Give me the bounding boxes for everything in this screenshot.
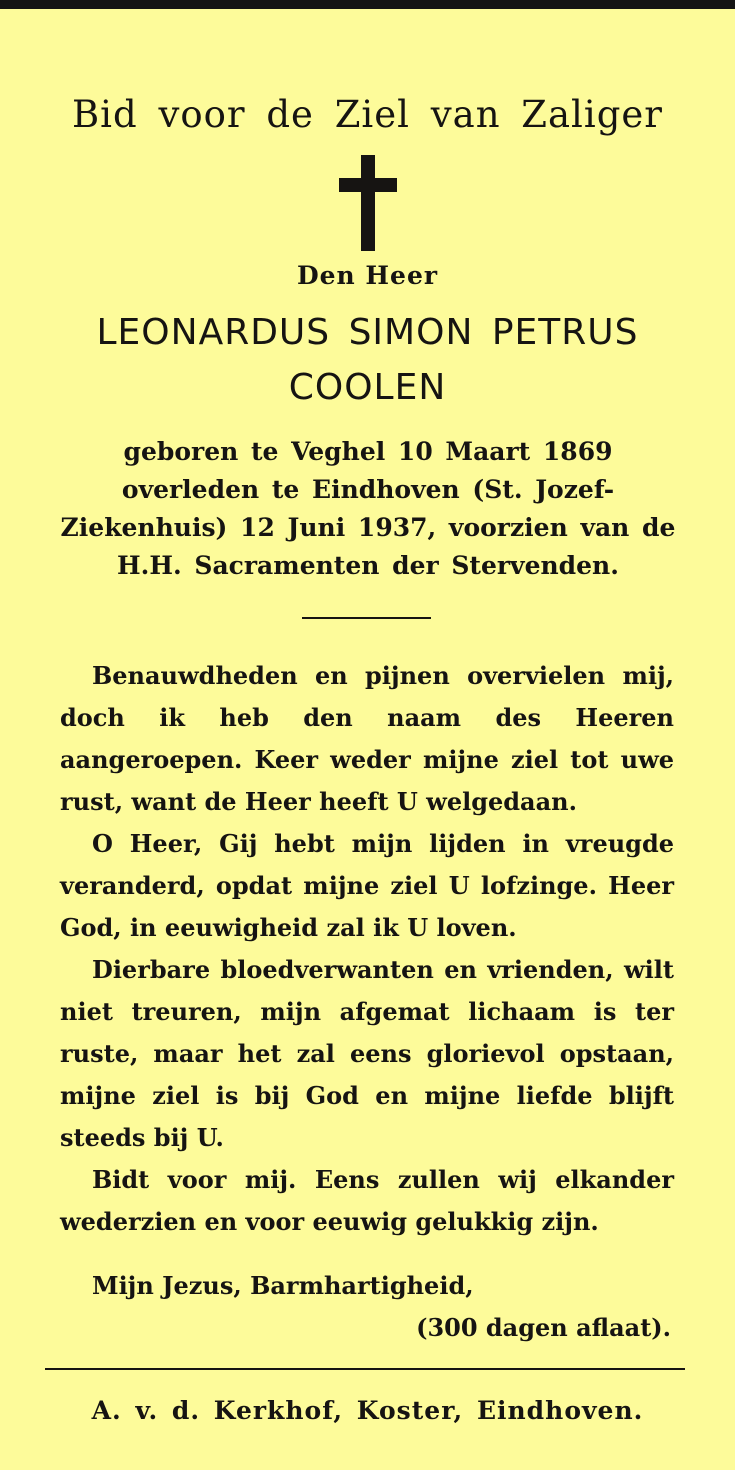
prayer-heading: Bid voor de Ziel van Zaliger	[71, 93, 663, 136]
verses-block	[60, 655, 674, 1243]
verse-paragraph: Bidt voor mij. Eens zullen wij elkander wederzien en voor eeuwig gelukkig zijn.	[60, 1165, 674, 1236]
title-prefix: Den Heer	[296, 261, 439, 290]
deceased-name-line-2: COOLEN	[288, 367, 447, 408]
verse-paragraph: O Heer, Gij hebt mijn lijden in vreugde veranderd, opdat mijne ziel U lofzinge. Heer God, in eeuwigheid zal ik U loven.	[60, 829, 674, 942]
memorial-card	[0, 9, 735, 1470]
verse-paragraph: Benauwdheden en pijnen overvielen mij, doch ik heb den naam des Heeren aangeroepen. Keer weder mijne ziel tot uwe rust, want de Heer heeft U welgedaan.	[60, 661, 674, 816]
printer-credit: A. v. d. Kerkhof, Koster, Eindhoven.	[91, 1396, 644, 1425]
biography-text: geboren te Veghel 10 Maart 1869 overleden te Eindhoven (St. Jozef-Ziekenhuis) 12 Juni 1937, voorzien van de H.H. Sacramenten der Stervenden.	[60, 437, 676, 580]
verse-paragraph: Dierbare bloedverwanten en vrienden, wilt niet treuren, mijn afgemat lichaam is ter ruste, maar het zal eens glorievol opstaan, mijne ziel is bij God en mijne liefde blijft steeds bij U.	[60, 955, 674, 1152]
footer-divider	[45, 1368, 685, 1370]
deceased-name-line-1: LEONARDUS SIMON PETRUS	[96, 312, 639, 353]
closing-prayer: Mijn Jezus, Barmhartigheid,	[92, 1271, 474, 1300]
latin-cross-icon	[339, 155, 397, 251]
indulgence-note: (300 dagen aflaat).	[416, 1313, 671, 1342]
scan-top-edge	[0, 0, 735, 9]
short-divider	[302, 617, 431, 619]
